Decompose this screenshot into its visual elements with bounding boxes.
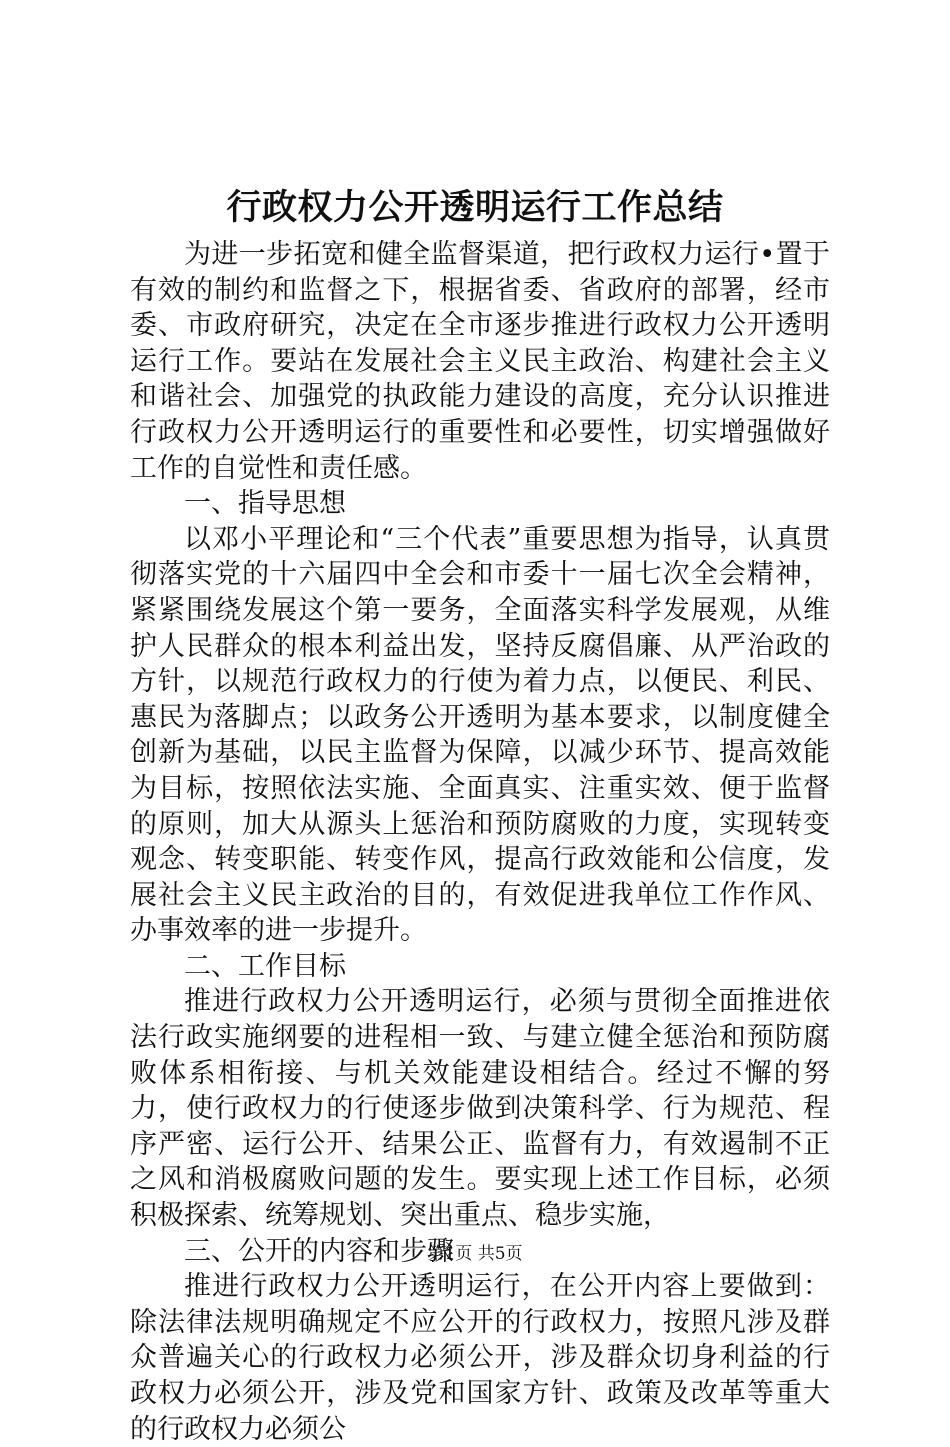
section-heading-work-goals: 二、工作目标 — [184, 950, 346, 982]
document-body — [130, 237, 830, 1447]
section-paragraph-guiding-thought: 以邓小平理论和“三个代表”重要思想为指导，认真贯彻落实党的十六届四中全会和市委十一届七次全会精神，紧紧围绕发展这个第一要务，全面落实科学发展观，从维护人民群众的根本利益出发，坚持反腐倡廉、从严治政的方针，以规范行政权力的行使为着力点，以便民、利民、惠民为落脚点；以政务公开透明为基本要求，以制度健全创新为基础，以民主监督为保障，以减少环节、提高效能为目标，按照依法实施、全面真实、注重实效、便于监督的原则，加大从源头上惩治和预防腐败的力度，实现转变观念、转变职能、转变作风，提高行政效能和公信度，发展社会主义民主政治的目的，有效促进我单位工作作风、办事效率的进一步提升。 — [130, 523, 830, 947]
document-title: 行政权力公开透明运行工作总结 — [226, 187, 724, 228]
section-paragraph-work-goals: 推进行政权力公开透明运行，必须与贯彻全面推进依法行政实施纲要的进程相一致、与建立健全惩治和预防腐败体系相衔接、与机关效能建设相结合。经过不懈的努力，使行政权力的行使逐步做到决策科学、行为规范、程序严密、运行公开、结果公正、监督有力，有效遏制不正之风和消极腐败问题的发生。要实现上述工作目标，必须积极探索、统筹规划、突出重点、稳步实施， — [130, 986, 830, 1232]
section-heading-guiding-thought: 一、指导思想 — [184, 488, 346, 520]
intro-paragraph: 为进一步拓宽和健全监督渠道，把行政权力运行•置于有效的制约和监督之下，根据省委、省政府的部署，经市委、市政府研究，决定在全市逐步推进行政权力公开透明运行工作。要站在发展社会主义民主政治、构建社会主义和谐社会、加强党的执政能力建设的高度，充分认识推进行政权力公开透明运行的重要性和必要性，切实增强做好工作的自觉性和责任感。 — [130, 239, 830, 484]
section-heading-content-steps: 三、公开的内容和步骤 — [184, 1235, 454, 1267]
page-number-footer: 第1页 共5页 — [427, 1244, 523, 1264]
section-paragraph-content-steps: 推进行政权力公开透明运行，在公开内容上要做到：除法律法规明确规定不应公开的行政权力，按照凡涉及群众普遍关心的行政权力必须公开，涉及群众切身利益的行政权力必须公开，涉及党和国家方针、政策及改革等重大的行政权力必须公 — [130, 1271, 830, 1445]
